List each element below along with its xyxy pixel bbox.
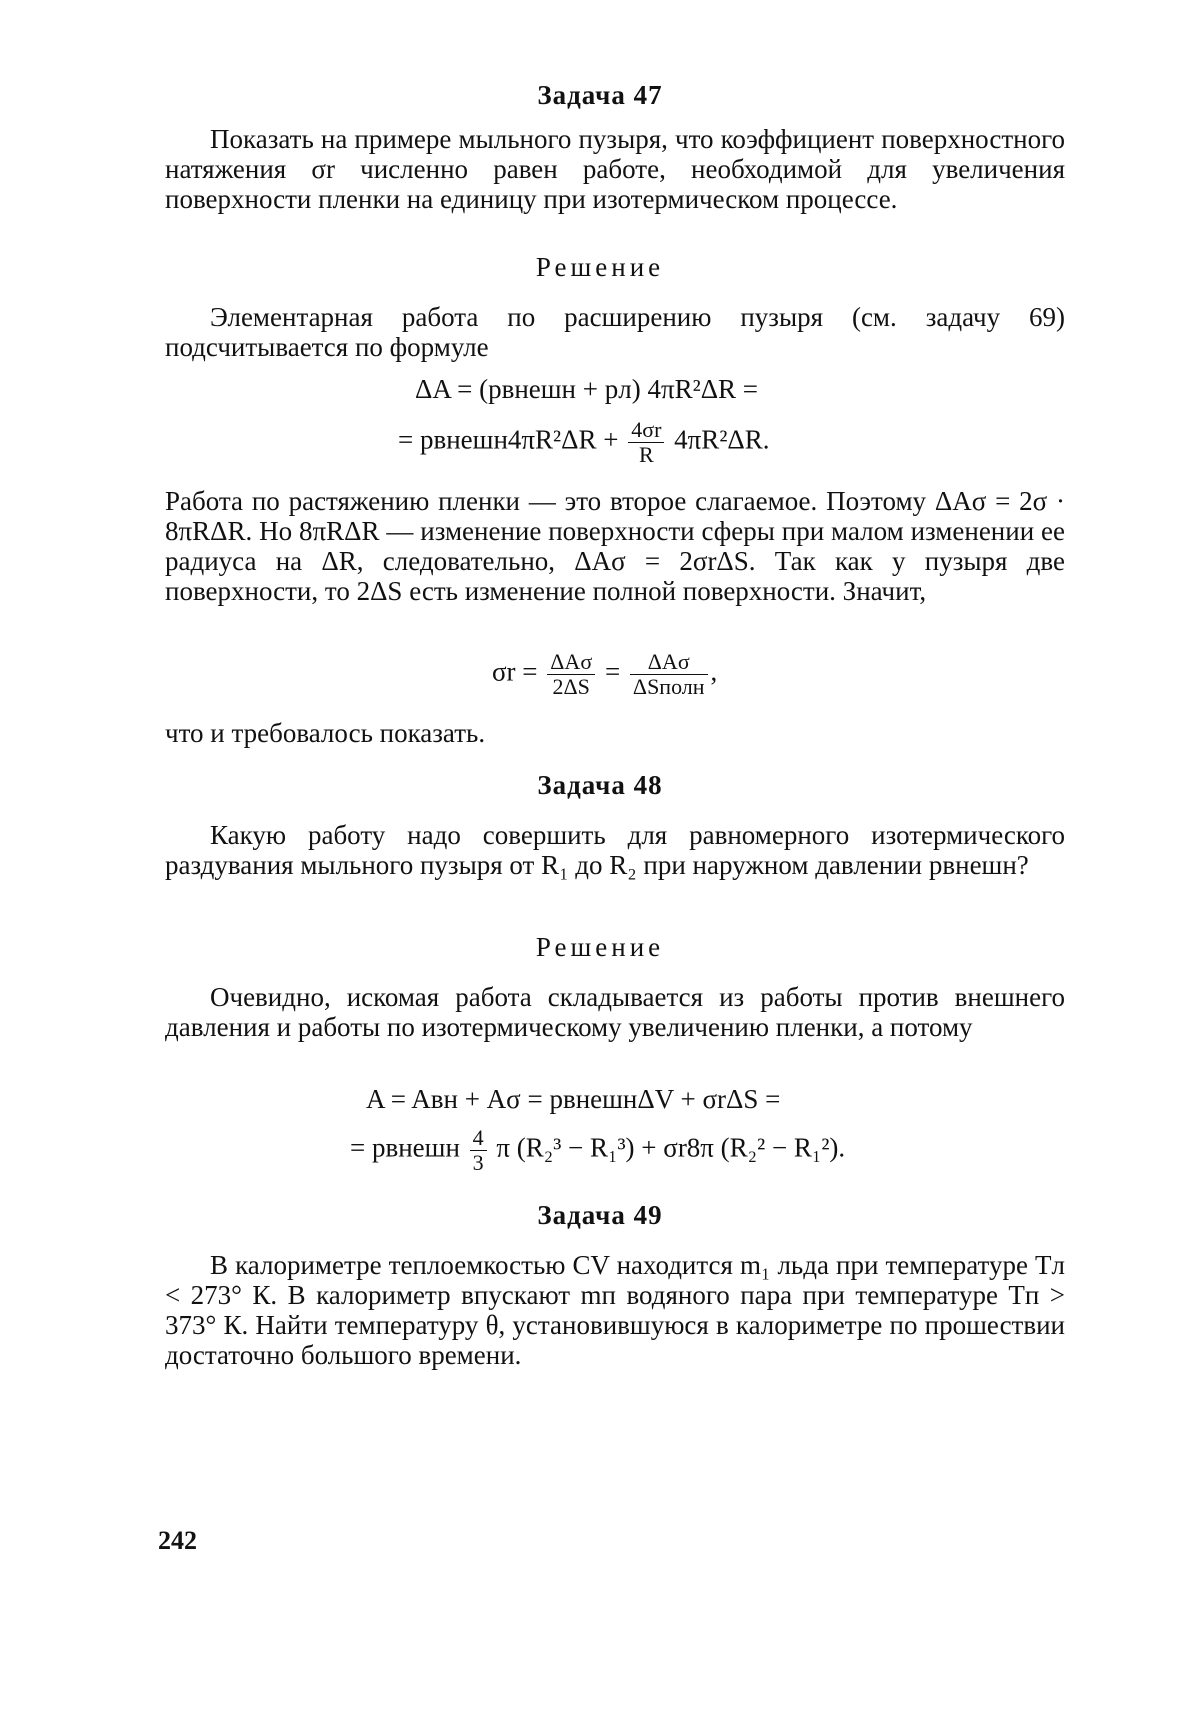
eq1-line2-fraction [628,418,664,467]
eq2-fraction-1 [547,650,595,699]
eq2-fraction-2 [630,650,708,699]
problem-49-heading: Задача 49 [537,1200,663,1230]
fraction-numerator: 4 [470,1126,487,1151]
problem-47-statement: Показать на примере мыльного пузыря, что коэффициент поверхностного натяжения σr численно равен работе, необходимой для увеличения поверхности пленки на единицу при изотермическом процессе. [165,124,1065,214]
problem-47-conclusion: что и требовалось показать. [165,718,486,748]
eq1-line2-part-a: = pвнешн4πR²ΔR + [398,424,626,455]
problem-47-heading: Задача 47 [537,80,663,110]
problem-48-solution-para1: Очевидно, искомая работа складывается из работы против внешнего давления и работы по изотермическому увеличению пленки, а потому [165,982,1065,1042]
fraction-denominator: 2ΔS [552,674,590,699]
fraction-numerator: ΔAσ [547,650,595,675]
problem-48-solution-heading: Решение [535,932,665,962]
eq2-end: , [710,656,718,687]
problem-48-statement: Какую работу надо совершить для равномерного изотермического раздувания мыльного пузыря от R₁ до R₂ при наружном давлении pвнешн? [165,820,1065,880]
problem-48-eq-line2 [350,1126,845,1175]
fraction-numerator: 4σr [628,418,664,443]
page-number: 242 [158,1526,197,1555]
problem-47-solution-para2: Работа по растяжению пленки — это второе слагаемое. Поэтому ΔAσ = 2σ · 8πRΔR. Но 8πRΔR — изменение поверхности сферы при малом изменении ее радиуса на ΔR, следовательно, ΔAσ = 2σrΔS. Так как у пузыря две поверхности, то 2ΔS есть изменение полной поверхности. Значит, [165,486,1065,606]
problem-47-statement-block [165,124,1065,214]
problem-47-conclusion-block [165,718,1065,748]
problem-48-solution-para1-block [165,982,1065,1042]
problem-47-eq1-line2 [398,418,770,467]
fraction-numerator: ΔAσ [630,650,708,675]
problem-48-statement-block [165,820,1065,880]
eq1-line2-part-b: 4πR²ΔR. [667,424,770,455]
problem-47-solution-heading: Решение [535,252,665,282]
eq-line2-fraction [470,1126,487,1175]
problem-47-solution-para1-block [165,302,1065,362]
problem-49-statement-block [165,1250,1065,1370]
fraction-denominator: 3 [472,1150,484,1175]
problem-47-solution-para2-block [165,486,1065,606]
fraction-denominator: R [638,442,654,467]
problem-49-statement: В калориметре теплоемкостью CV находится m₁ льда при температуре Tл < 273° К. В калориметр впускают mп водяного пара при температуре Tп > 373° К. Найти температуру θ, установившуюся в калориметре по прошествии достаточно большого времени. [165,1250,1065,1370]
problem-48-heading: Задача 48 [537,770,663,800]
eq2-equals: = [598,656,627,687]
eq-line2-part-a: = pвнешн [350,1132,467,1163]
problem-48-eq-line1: A = Aвн + Aσ = pвнешнΔV + σrΔS = [366,1084,781,1114]
problem-47-eq1-line1: ΔA = (pвнешн + pл) 4πR²ΔR = [415,374,759,404]
eq-line2-part-b: π (R₂³ − R₁³) + σr8π (R₂² − R₁²). [489,1132,846,1163]
fraction-denominator: ΔSполн [632,674,705,699]
problem-47-solution-para1: Элементарная работа по расширению пузыря (см. задачу 69) подсчитывается по формуле [165,302,1065,362]
eq2-lhs: σr = [492,656,545,687]
problem-47-eq2 [492,650,717,699]
